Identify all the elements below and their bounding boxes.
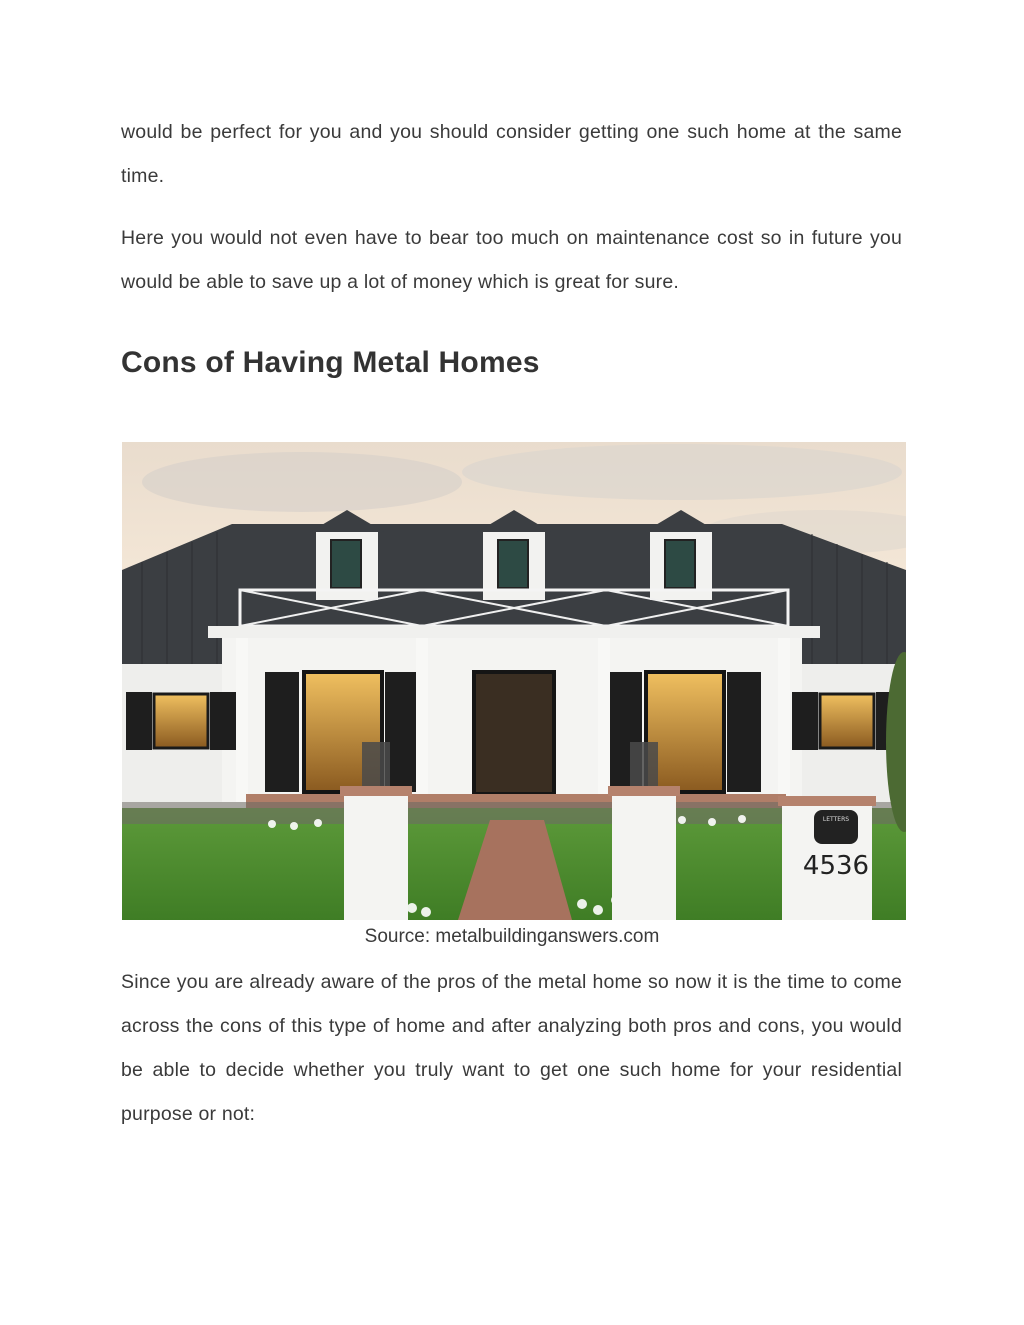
mailbox-label: LETTERS — [822, 816, 850, 823]
intro-paragraph: would be perfect for you and you should consider getting one such home at the same time. — [121, 121, 902, 187]
section-heading: Cons of Having Metal Homes — [121, 346, 540, 379]
image-caption: Source: metalbuildinganswers.com — [364, 926, 660, 947]
maintenance-paragraph: Here you would not even have to bear too much on maintenance cost so in future you would be able to save up a lot of money which is great for sure. — [121, 227, 902, 293]
cons-intro-paragraph: Since you are already aware of the pros of the metal home so now it is the time to come across the cons of this type of home and after analyzing both pros and cons, you would be able to decide whether you truly want to get one such home for your residential purpose or not: — [121, 971, 902, 1125]
house-photo — [122, 442, 906, 920]
house-number: 4536 — [802, 851, 870, 881]
